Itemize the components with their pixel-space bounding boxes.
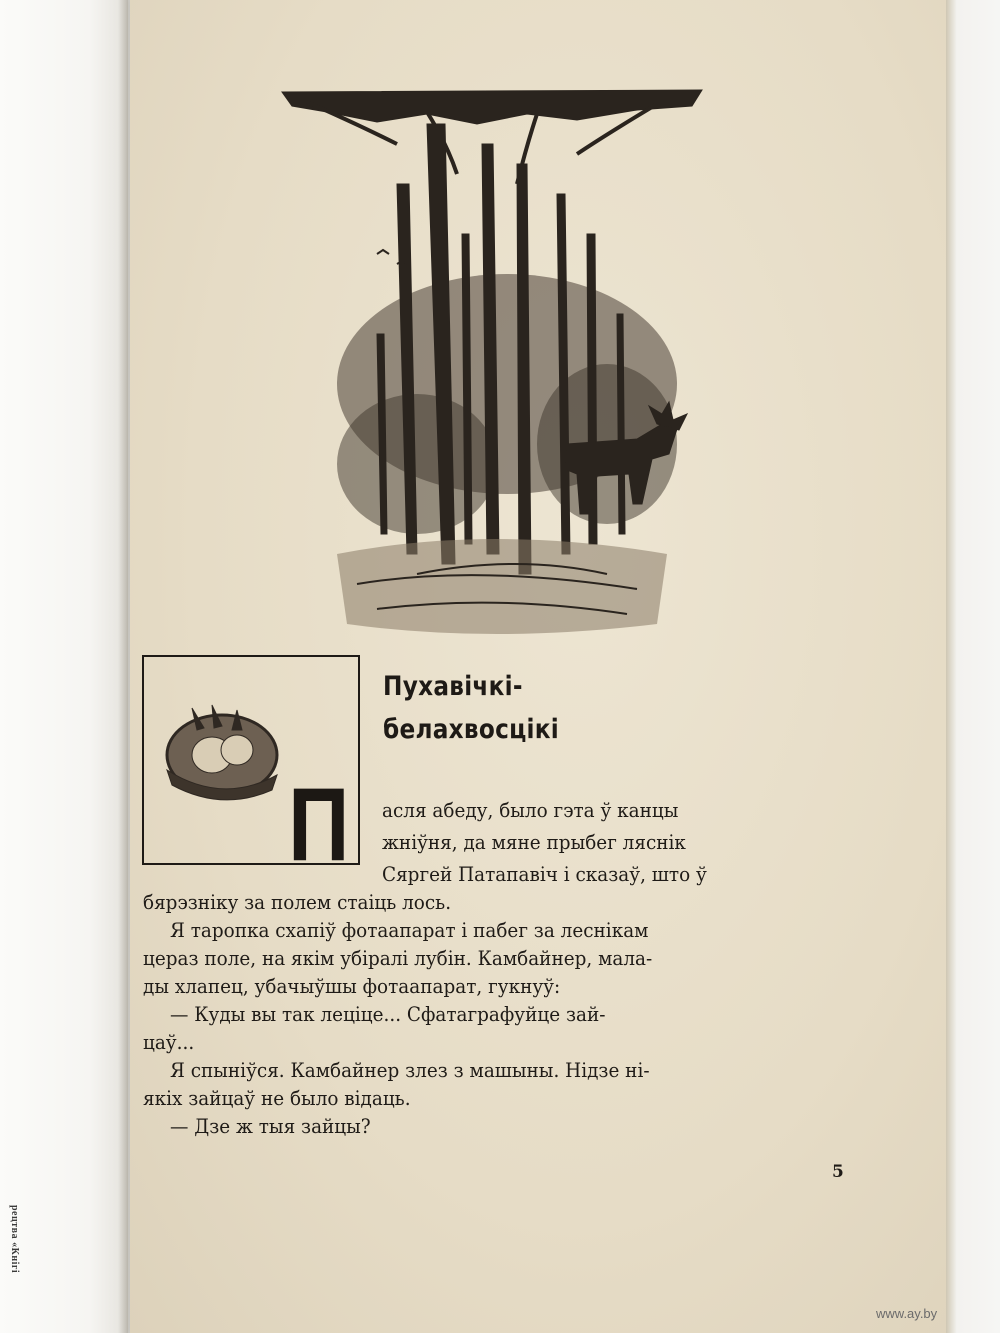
- previous-page-margin-text: рецтва «Кнігі: [9, 1205, 20, 1274]
- page-edge: [946, 0, 1000, 1333]
- chapter-title-line2: белахвосцікі: [383, 714, 560, 745]
- text-line-2: жніўня, да мяне прыбег ляснік: [382, 830, 686, 854]
- text-line-11: якіх зайцаў не было відаць.: [143, 1086, 411, 1110]
- hares-in-hat-illustration: [152, 700, 282, 810]
- text-line-4: бярэзніку за полем стаіць лось.: [143, 890, 452, 914]
- text-line-9: цаў...: [143, 1030, 195, 1054]
- text-line-12: — Дзе ж тыя зайцы?: [170, 1114, 371, 1138]
- text-line-3: Сяргей Патапавіч і сказаў, што ў: [382, 862, 707, 886]
- text-line-6: цераз поле, на якім убіралі лубін. Камбайнер, мала-: [143, 946, 653, 970]
- text-line-5: Я таропка схапіў фотаапарат і пабег за леснікам: [170, 918, 649, 942]
- text-line-10: Я спыніўся. Камбайнер злез з машыны. Нідзе ні-: [170, 1058, 650, 1082]
- page-number: 5: [832, 1162, 844, 1182]
- text-line-1: асля абеду, было гэта ў канцы: [382, 798, 679, 822]
- text-line-8: — Куды вы так лeціце... Сфатаграфуйце зай-: [170, 1002, 606, 1026]
- drop-cap-letter: П: [288, 767, 350, 883]
- forest-moose-illustration: [277, 84, 707, 640]
- previous-page: [0, 0, 128, 1333]
- text-line-7: ды хлапец, убачыўшы фотаапарат, гукнуў:: [143, 974, 561, 998]
- watermark: www.ay.by: [876, 1306, 938, 1321]
- chapter-title-line1: Пухавічкі-: [383, 671, 523, 702]
